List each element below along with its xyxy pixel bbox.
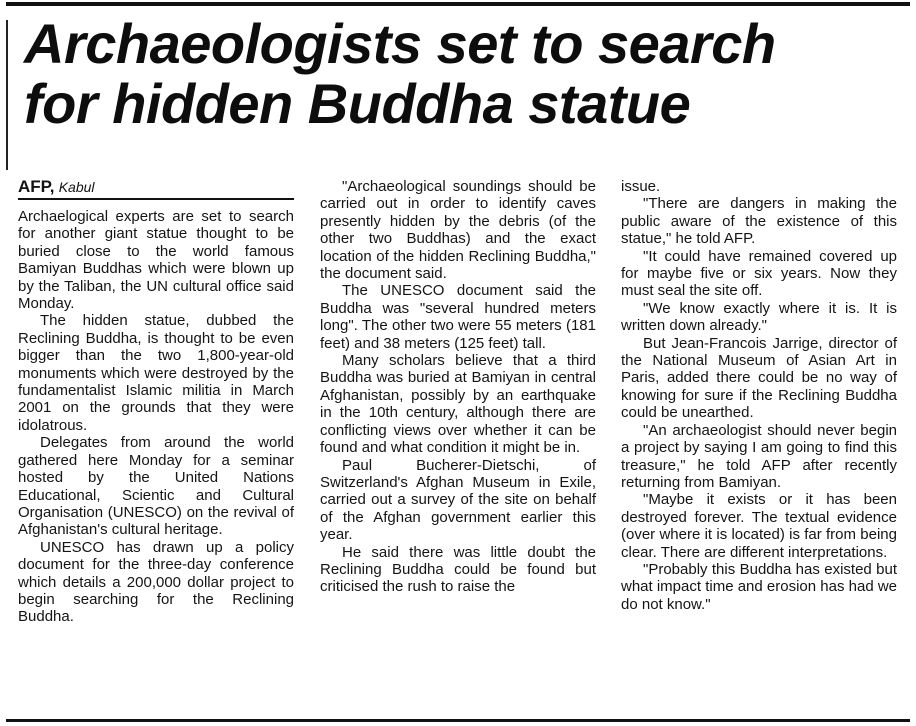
paragraph: But Jean-Francois Jarrige, director of the National Museum of Asian Art in Paris, added there could be no way of knowing for sure if the Reclining Buddha could be unearthed. [621,334,897,422]
top-rule [6,2,910,6]
paragraph: The hidden statue, dubbed the Reclining Buddha, is thought to be even bigger than the two 1,800-year-old monuments which were destroyed by the fundamentalist Islamic militia in March 2001 on the grounds that they were idolatrous. [18,312,294,434]
headline-line-1: Archaeologists set to search [24,12,776,75]
paragraph: Many scholars believe that a third Buddha was buried at Bamiyan in central Afghanistan, possibly by an earthquake in the 10th century, although there are conflicting views over whether it can be found and what condition it might be in. [320,352,596,457]
left-rule [6,20,8,170]
paragraph: "We know exactly where it is. It is written down already." [621,299,897,335]
byline-place: Kabul [58,179,95,195]
paragraph: He said there was little doubt the Reclining Buddha could be found but criticised the rush to raise the [320,543,596,596]
article-column-1 [18,178,294,626]
paragraph: "It could have remained covered up for maybe five or six years. Now they must seal the site off. [621,247,897,300]
byline-agency: AFP, [18,177,55,196]
paragraph: "An archaeologist should never begin a project by saying I am going to find this treasure," he told AFP after recently returning from Bamiyan. [621,421,897,491]
paragraph: "Maybe it exists or it has been destroyed forever. The textual evidence (over where it is located) is far from being clear. There are different interpretations. [621,491,897,561]
article-column-2 [320,178,596,596]
paragraph: UNESCO has drawn up a policy document for the three-day conference which details a 200,000 dollar project to begin searching for the Reclining Buddha. [18,538,294,626]
article-column-3 [621,178,897,613]
paragraph: "There are dangers in making the public aware of the existence of this statue," he told AFP. [621,195,897,248]
headline [24,14,904,134]
paragraph: Archaelogical experts are set to search for another giant statue thought to be buried close to the world famous Bamiyan Buddhas which were blown up by the Taliban, the UN cultural office said Monday. [18,208,294,313]
paragraph: "Archaeological soundings should be carried out in order to identify caves presently hidden by the debris (of the other two Buddhas) and the exact location of the hidden Reclining Buddha," the document said. [320,178,596,283]
paragraph: "Probably this Buddha has existed but what impact time and erosion has had we do not know." [621,560,897,613]
paragraph: Delegates from around the world gathered here Monday for a seminar hosted by the United Nations Educational, Scientic and Cultural Organisation (UNESCO) on the revival of Afghanistan's cultural heritage. [18,434,294,539]
byline [18,178,294,200]
paragraph: Paul Bucherer-Dietschi, of Switzerland's Afghan Museum in Exile, carried out a survey of the site on behalf of the Afghan government earlier this year. [320,456,596,544]
paragraph: issue. [621,178,661,195]
bottom-rule [6,719,910,722]
article-body [18,178,898,710]
paragraph: The UNESCO document said the Buddha was "several hundred meters long". The other two were 55 meters (181 feet) and 38 meters (125 feet) tall. [320,282,596,352]
headline-line-2: for hidden Buddha statue [24,72,691,135]
